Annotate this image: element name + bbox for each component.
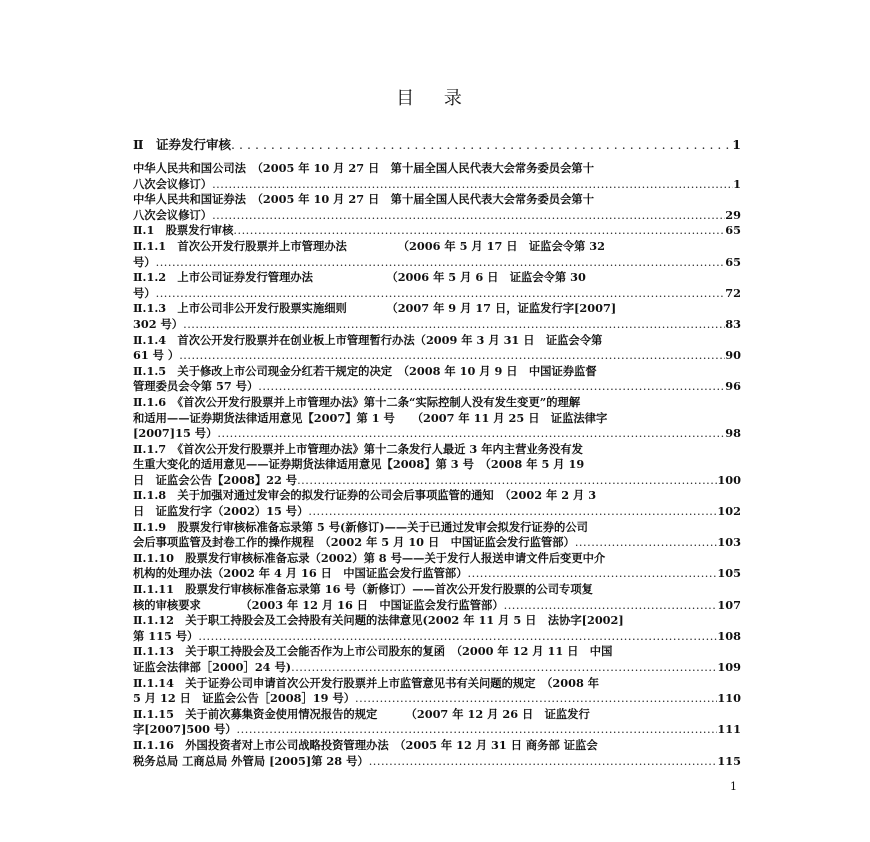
dot-leader [291, 660, 717, 676]
toc-entry[interactable] [133, 676, 741, 707]
toc-page-number: 1 [733, 176, 741, 191]
dot-leader [231, 137, 732, 153]
toc-entry-title-cont: 号） [133, 254, 156, 269]
toc-page-number: 107 [717, 597, 741, 612]
toc-entry-title-cont: 生重大变化的适用意见——证券期货法律适用意见【2008】第 3 号 （2008 年 5 月 19 [133, 457, 585, 472]
toc-page-number: 1 [732, 137, 741, 152]
toc-entry[interactable] [133, 707, 741, 738]
toc-entry-title-cont: 5 月 12 日 证监会公告［2008］19 号） [133, 691, 356, 706]
toc-entry-title: Ⅱ.1.5 关于修改上市公司现金分红若干规定的决定 （2008 年 10 月 9 日 中国证券监督 [133, 363, 597, 378]
toc-entry-title-cont: 号） [133, 285, 156, 300]
dot-leader [233, 223, 725, 239]
toc-entry-title-cont: 字[2007]500 号） [133, 722, 237, 737]
dot-leader [212, 208, 725, 224]
toc-page-number: 103 [717, 535, 741, 550]
toc-entry[interactable] [133, 738, 741, 769]
dot-leader [183, 317, 725, 333]
toc-entry[interactable] [133, 270, 741, 301]
toc-entry-title-cont: 税务总局 工商总局 外管局 [2005]第 28 号） [133, 753, 369, 768]
toc-entry[interactable] [133, 582, 741, 613]
toc-entry-title-cont: 302 号） [133, 316, 184, 331]
toc-page-number: 100 [717, 472, 741, 487]
toc-entry-title: Ⅱ.1.6 《首次公开发行股票并上市管理办法》第十二条“实际控制人没有发生变更”的理解 [133, 394, 581, 409]
dot-leader [258, 379, 725, 395]
toc-entry[interactable] [133, 644, 741, 675]
toc-entry-title: Ⅱ.1.16 外国投资者对上市公司战略投资管理办法 （2005 年 12 月 31 日 商务部 证监会 [133, 737, 598, 752]
toc-entry-title: Ⅱ.1.4 首次公开发行股票并在创业板上市管理暂行办法（2009 年 3 月 31 日 证监会令第 [133, 332, 603, 347]
toc-page-number: 111 [717, 722, 741, 737]
toc-page-number: 102 [717, 504, 741, 519]
toc-entry-title: Ⅱ 证券发行审核 [133, 137, 232, 152]
toc-entry[interactable] [133, 442, 741, 489]
toc-entry[interactable] [133, 613, 741, 644]
toc-entry-title-cont: 61 号 ） [133, 348, 180, 363]
toc-entry-title: Ⅱ.1.8 关于加强对通过发审会的拟发行证券的公司会后事项监管的通知 （2002 年 2 月 3 [133, 488, 597, 503]
toc-entry-title: Ⅱ.1.11 股票发行审核标准备忘录第 16 号（新修订）——首次公开发行股票的公司专项复 [133, 582, 593, 597]
dot-leader [217, 426, 725, 442]
toc-entry[interactable] [133, 161, 741, 192]
toc-page-number: 115 [717, 753, 741, 768]
page-title: 目 录 [396, 88, 474, 109]
toc-page-number: 65 [725, 223, 741, 238]
toc-entry-section[interactable] [133, 137, 741, 153]
toc-entry-title: Ⅱ.1.2 上市公司证券发行管理办法 （2006 年 5 月 6 日 证监会令第 30 [133, 270, 586, 285]
dot-leader [212, 177, 733, 193]
toc-entry-title-cont: 八次会议修订） [133, 176, 213, 191]
toc-entry-title: Ⅱ.1.3 上市公司非公开发行股票实施细则 （2007 年 9 月 17 日，证监发行字[2007] [133, 301, 617, 316]
dot-leader [504, 598, 718, 614]
toc-page-number: 90 [725, 348, 741, 363]
toc-page-number: 65 [725, 254, 741, 269]
dot-leader [156, 286, 726, 302]
dot-leader [237, 722, 718, 738]
toc-entry[interactable] [133, 395, 741, 442]
toc-entry[interactable] [133, 488, 741, 519]
toc-entry[interactable] [133, 520, 741, 551]
toc-page-number: 96 [725, 379, 741, 394]
dot-leader [156, 255, 726, 271]
table-of-contents [133, 137, 741, 769]
dot-leader [198, 629, 717, 645]
dot-leader [369, 754, 718, 770]
toc-entry-title-cont: [2007]15 号） [133, 426, 218, 441]
dot-leader [297, 473, 717, 489]
toc-entry-title: Ⅱ.1.13 关于职工持股会及工会能否作为上市公司股东的复函 （2000 年 12 月 11 日 中国 [133, 644, 613, 659]
toc-entry[interactable] [133, 551, 741, 582]
toc-page-number: 72 [725, 285, 741, 300]
toc-page-number: 109 [717, 660, 741, 674]
toc-entry[interactable] [133, 364, 741, 395]
toc-entry[interactable] [133, 333, 741, 364]
toc-entry-title: Ⅱ.1 股票发行审核 [133, 223, 234, 238]
toc-page-number: 105 [717, 566, 741, 581]
toc-entry-title: Ⅱ.1.10 股票发行审核标准备忘录（2002）第 8 号——关于发行人报送申请文件后变更中介 [133, 550, 606, 565]
dot-leader [179, 348, 725, 364]
toc-entry-title: Ⅱ.1.1 首次公开发行股票并上市管理办法 （2006 年 5 月 17 日 证监会令第 32 [133, 238, 606, 253]
dot-leader [355, 691, 717, 707]
toc-entry-title: Ⅱ.1.7 《首次公开发行股票并上市管理办法》第十二条发行人最近 3 年内主营业务没有发 [133, 441, 583, 456]
toc-entry-title-cont: 日 证监发行字（2002）15 号） [133, 504, 309, 519]
toc-entry-title-cont: 日 证监会公告【2008】22 号 [133, 472, 298, 487]
toc-page-number: 108 [717, 628, 741, 643]
toc-entry-title-cont: 机构的处理办法（2002 年 4 月 16 日 中国证监会发行监管部） [133, 566, 468, 581]
toc-entry-title-cont: 和适用——证券期货法律适用意见【2007】第 1 号 （2007 年 11 月 25 日 证监法律字 [133, 410, 608, 425]
toc-page-number: 29 [725, 207, 741, 222]
toc-entry-title-cont: 八次会议修订） [133, 207, 213, 222]
toc-page-number: 98 [725, 426, 741, 441]
toc-entry-title: 中华人民共和国证券法 （2005 年 10 月 27 日 第十届全国人民代表大会常务委员会第十 [133, 192, 594, 207]
toc-entry-title: 中华人民共和国公司法 （2005 年 10 月 27 日 第十届全国人民代表大会常务委员会第十 [133, 161, 594, 175]
toc-entry-title-cont: 核的审核要求 （2003 年 12 月 16 日 中国证监会发行监管部） [133, 597, 504, 612]
toc-entry[interactable] [133, 192, 741, 223]
toc-page-number: 110 [717, 691, 741, 706]
page-number: 1 [730, 780, 737, 793]
page-footer [0, 780, 870, 793]
toc-entry-title-cont: 会后事项监管及封卷工作的操作规程 （2002 年 5 月 10 日 中国证监会发行监管部） [133, 535, 575, 550]
toc-entry-title: Ⅱ.1.15 关于前次募集资金使用情况报告的规定 （2007 年 12 月 26 日 证监发行 [133, 706, 590, 721]
toc-entry-title: Ⅱ.1.14 关于证券公司申请首次公开发行股票并上市监管意见书有关问题的规定 （2008 年 [133, 675, 600, 690]
dot-leader [575, 535, 718, 551]
toc-page-number: 83 [725, 316, 741, 331]
toc-entry-title: Ⅱ.1.9 股票发行审核标准备忘录第 5 号(新修订)——关于已通过发审会拟发行证券的公司 [133, 519, 588, 534]
toc-entry-title-cont: 证监会法律部［2000］24 号) [133, 660, 292, 674]
toc-entry-title-cont: 第 115 号） [133, 628, 199, 643]
toc-entry[interactable] [133, 239, 741, 270]
dot-leader [468, 566, 718, 582]
toc-entry-subsection[interactable] [133, 223, 741, 239]
toc-entry-title: Ⅱ.1.12 关于职工持股会及工会持股有关问题的法律意见(2002 年 11 月 5 日 法协字[2002] [133, 613, 624, 628]
toc-entry-title-cont: 管理委员会令第 57 号） [133, 379, 259, 394]
toc-entry[interactable] [133, 301, 741, 332]
dot-leader [308, 504, 717, 520]
